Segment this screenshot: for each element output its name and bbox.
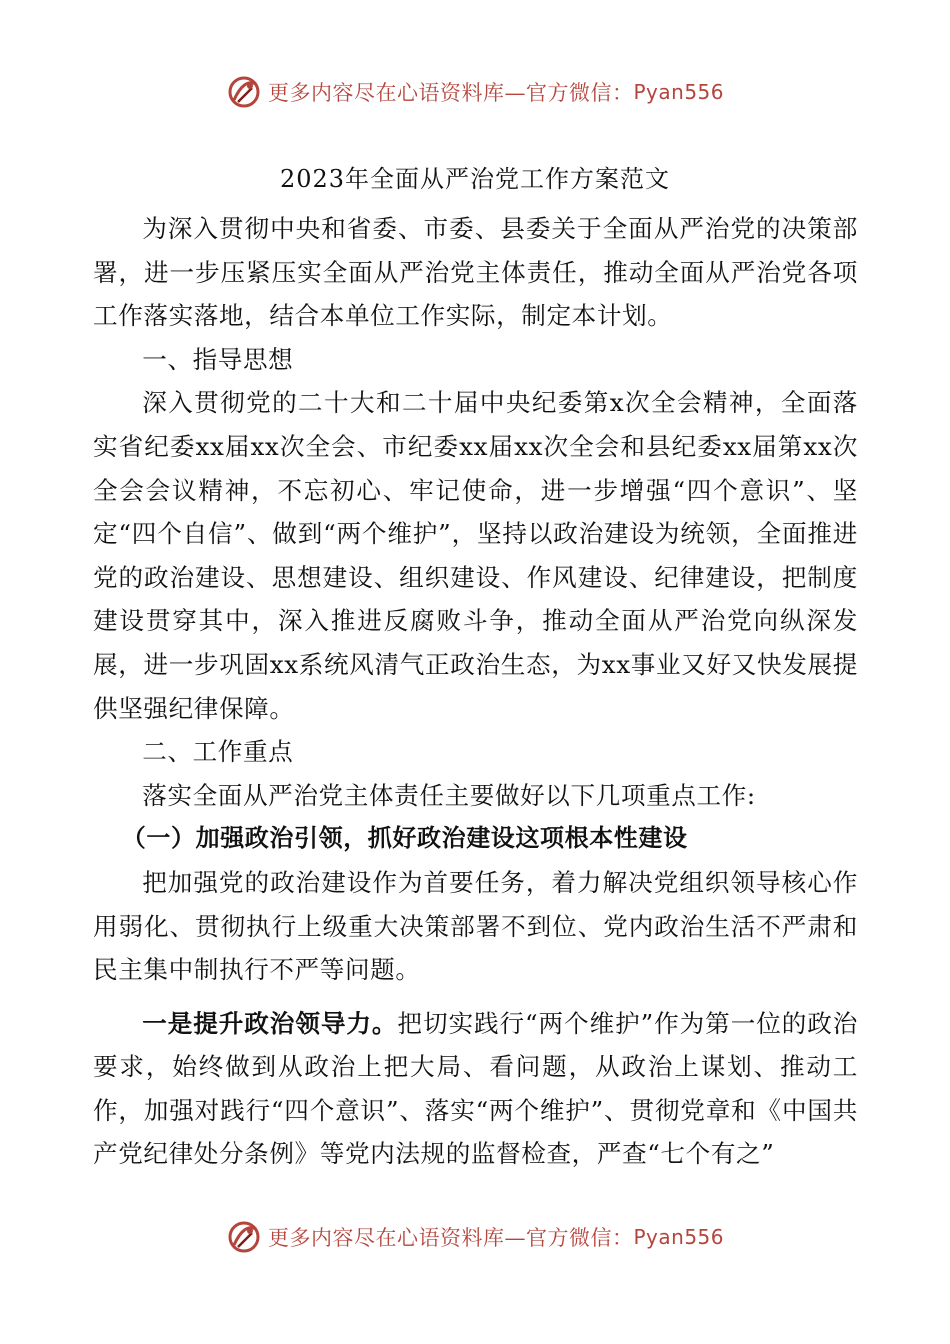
banner-wechat-id: Pyan556	[633, 1225, 724, 1249]
banner-text: 更多内容尽在心语资料库—官方微信：	[267, 81, 634, 105]
library-logo-icon	[226, 1219, 262, 1255]
item-one-lead: 一是提升政治领导力。	[142, 1008, 398, 1038]
intro-paragraph: 为深入贯彻中央和省委、市委、县委关于全面从严治党的决策部署，进一步压紧压实全面从严治党主体责任，推动全面从严治党各项工作落实落地，结合本单位工作实际，制定本计划。	[93, 214, 858, 331]
footer-banner	[0, 1217, 950, 1257]
document-title: 2023年全面从严治党工作方案范文	[279, 165, 671, 193]
guiding-thought-paragraph: 深入贯彻党的二十大和二十届中央纪委第x次全会精神，全面落实省纪委xx届xx次全会、市纪委xx届xx次全会和县纪委xx届第xx次全会会议精神，不忘初心、牢记使命，进一步增强“四个意识”、坚定“四个自信”、做到“两个维护”，坚持以政治建设为统领，全面推进党的政治建设、思想建设、组织建设、作风建设、纪律建设，把制度建设贯穿其中，深入推进反腐败斗争，推动全面从严治党向纵深发展，进一步巩固xx系统风清气正政治生态，为xx事业又好又快发展提供坚强纪律保障。	[93, 388, 858, 723]
item-one-text: 把切实践行“两个维护”作为第一位的政治要求，始终做到从政治上把大局、看问题，从政治上谋划、推动工作，加强对践行“四个意识”、落实“两个维护”、贯彻党章和《中国共产党纪律处分条例》等党内法规的监督检查，严查“七个有之”	[93, 1008, 858, 1169]
item-one-paragraph	[93, 1002, 858, 1176]
banner-text: 更多内容尽在心语资料库—官方微信：	[267, 1226, 634, 1250]
political-building-paragraph: 把加强党的政治建设作为首要任务，着力解决党组织领导核心作用弱化、贯彻执行上级重大决策部署不到位、党内政治生活不严肃和民主集中制执行不严等问题。	[93, 867, 858, 985]
header-banner	[0, 72, 950, 112]
document-body	[93, 207, 858, 1176]
section-heading-guiding-thought: 一、指导思想	[142, 344, 294, 374]
work-focus-intro: 落实全面从严治党主体责任主要做好以下几项重点工作:	[142, 780, 756, 810]
section-heading-work-focus: 二、工作重点	[142, 737, 294, 767]
banner-wechat-id: Pyan556	[633, 80, 724, 104]
subsection-heading-political-leadership: （一）加强政治引领，抓好政治建设这项根本性建设	[121, 824, 688, 853]
library-logo-icon	[226, 74, 262, 110]
